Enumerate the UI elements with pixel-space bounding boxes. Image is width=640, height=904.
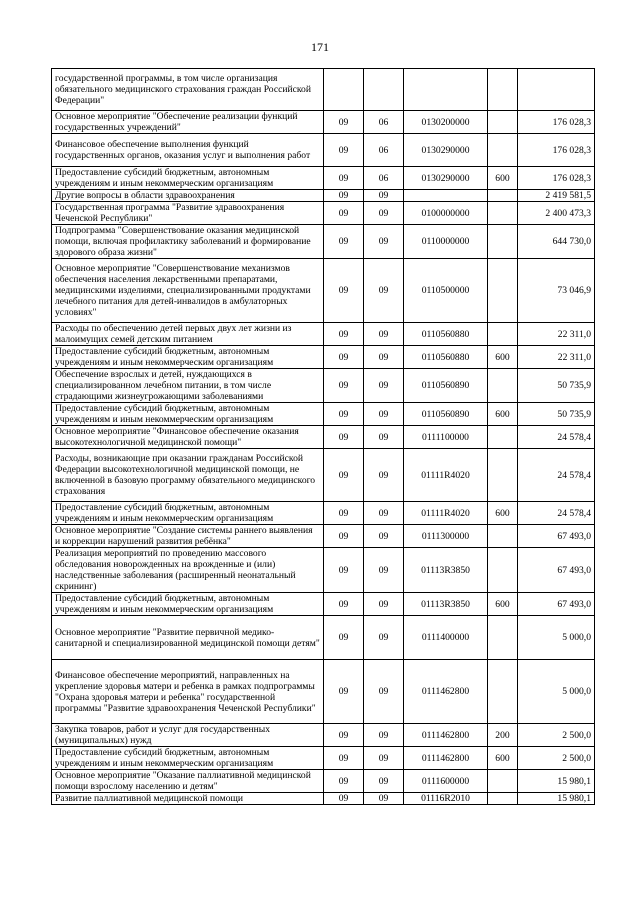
row-target-article-cell: 0110560880 bbox=[404, 323, 488, 346]
row-amount-cell: 176 028,3 bbox=[518, 111, 595, 134]
row-target-article-cell: 0111462800 bbox=[404, 660, 488, 724]
row-name-cell: Предоставление субсидий бюджетным, автономным учреждениям и иным некоммерческим организациям bbox=[52, 747, 324, 770]
row-amount-cell: 5 000,0 bbox=[518, 616, 595, 660]
row-amount-cell: 2 419 581,5 bbox=[518, 190, 595, 202]
row-target-article-cell: 0111400000 bbox=[404, 616, 488, 660]
row-section-cell: 09 bbox=[324, 202, 364, 225]
table-row bbox=[52, 167, 595, 190]
row-target-article-cell: 01111R4020 bbox=[404, 449, 488, 502]
row-name-cell: Предоставление субсидий бюджетным, автономным учреждениям и иным некоммерческим организациям bbox=[52, 346, 324, 369]
row-expense-type-cell bbox=[488, 369, 518, 403]
row-name-cell: Основное мероприятие "Создание системы раннего выявления и коррекции нарушений развития ребёнка" bbox=[52, 525, 324, 548]
row-amount-cell: 176 028,3 bbox=[518, 134, 595, 167]
row-subsection-cell: 09 bbox=[364, 525, 404, 548]
row-expense-type-cell: 200 bbox=[488, 724, 518, 747]
row-subsection-cell: 09 bbox=[364, 426, 404, 449]
row-amount-cell: 22 311,0 bbox=[518, 346, 595, 369]
row-section-cell: 09 bbox=[324, 403, 364, 426]
row-name-cell: Основное мероприятие "Оказание паллиативной медицинской помощи взрослому населению и детям" bbox=[52, 770, 324, 793]
row-subsection-cell: 09 bbox=[364, 259, 404, 323]
row-name-cell: Предоставление субсидий бюджетным, автономным учреждениям и иным некоммерческим организациям bbox=[52, 403, 324, 426]
row-amount-cell: 176 028,3 bbox=[518, 167, 595, 190]
row-subsection-cell: 06 bbox=[364, 111, 404, 134]
row-subsection-cell: 06 bbox=[364, 167, 404, 190]
row-expense-type-cell bbox=[488, 793, 518, 805]
row-name-cell: Реализация мероприятий по проведению массового обследования новорожденных на врожденные и (или) наследственные заболевания (расширенный неонатальный скрининг) bbox=[52, 548, 324, 593]
row-target-article-cell: 0100000000 bbox=[404, 202, 488, 225]
row-amount-cell: 644 730,0 bbox=[518, 225, 595, 259]
row-section-cell: 09 bbox=[324, 793, 364, 805]
table-row bbox=[52, 190, 595, 202]
row-target-article-cell: 0110560890 bbox=[404, 403, 488, 426]
table-row bbox=[52, 69, 595, 111]
row-target-article-cell: 01116R2010 bbox=[404, 793, 488, 805]
row-subsection-cell: 09 bbox=[364, 747, 404, 770]
table-row bbox=[52, 660, 595, 724]
row-target-article-cell: 0111300000 bbox=[404, 525, 488, 548]
row-amount-cell: 24 578,4 bbox=[518, 426, 595, 449]
row-expense-type-cell bbox=[488, 323, 518, 346]
row-name-cell: Закупка товаров, работ и услуг для государственных (муниципальных) нужд bbox=[52, 724, 324, 747]
table-row bbox=[52, 449, 595, 502]
row-subsection-cell: 09 bbox=[364, 346, 404, 369]
row-subsection-cell: 09 bbox=[364, 616, 404, 660]
row-expense-type-cell: 600 bbox=[488, 403, 518, 426]
row-target-article-cell: 0111462800 bbox=[404, 747, 488, 770]
row-expense-type-cell bbox=[488, 190, 518, 202]
row-expense-type-cell bbox=[488, 259, 518, 323]
row-target-article-cell: 0130290000 bbox=[404, 134, 488, 167]
row-expense-type-cell bbox=[488, 770, 518, 793]
row-section-cell: 09 bbox=[324, 190, 364, 202]
row-amount-cell: 15 980,1 bbox=[518, 770, 595, 793]
row-target-article-cell: 0130200000 bbox=[404, 111, 488, 134]
table-row bbox=[52, 426, 595, 449]
row-target-article-cell: 01111R4020 bbox=[404, 502, 488, 525]
row-subsection-cell: 09 bbox=[364, 449, 404, 502]
row-section-cell bbox=[324, 69, 364, 111]
table-row bbox=[52, 369, 595, 403]
row-subsection-cell: 09 bbox=[364, 724, 404, 747]
row-section-cell: 09 bbox=[324, 660, 364, 724]
row-amount-cell: 2 400 473,3 bbox=[518, 202, 595, 225]
row-amount-cell: 50 735,9 bbox=[518, 403, 595, 426]
row-target-article-cell: 0111100000 bbox=[404, 426, 488, 449]
row-subsection-cell: 09 bbox=[364, 225, 404, 259]
row-amount-cell: 5 000,0 bbox=[518, 660, 595, 724]
table-row bbox=[52, 225, 595, 259]
row-name-cell: Предоставление субсидий бюджетным, автономным учреждениям и иным некоммерческим организациям bbox=[52, 502, 324, 525]
row-name-cell: Расходы, возникающие при оказании гражданам Российской Федерации высокотехнологичной медицинской помощи, не включенной в базовую программу обязательного медицинского страхования bbox=[52, 449, 324, 502]
row-subsection-cell: 09 bbox=[364, 548, 404, 593]
row-name-cell: Финансовое обеспечение мероприятий, направленных на укрепление здоровья матери и ребенка в рамках подпрограммы "Охрана здоровья матери и ребенка" государственной программы "Развитие здравоохранения Чеченской Республики" bbox=[52, 660, 324, 724]
row-section-cell: 09 bbox=[324, 548, 364, 593]
row-subsection-cell: 09 bbox=[364, 793, 404, 805]
row-section-cell: 09 bbox=[324, 426, 364, 449]
row-amount-cell: 22 311,0 bbox=[518, 323, 595, 346]
row-name-cell: Основное мероприятие "Финансовое обеспечение оказания высокотехнологичной медицинской помощи" bbox=[52, 426, 324, 449]
row-amount-cell: 2 500,0 bbox=[518, 724, 595, 747]
row-name-cell: Расходы по обеспечению детей первых двух лет жизни из малоимущих семей детским питанием bbox=[52, 323, 324, 346]
row-section-cell: 09 bbox=[324, 369, 364, 403]
row-target-article-cell: 0111462800 bbox=[404, 724, 488, 747]
row-name-cell: Основное мероприятие "Развитие первичной медико-санитарной и специализированной медицинской помощи детям" bbox=[52, 616, 324, 660]
row-name-cell: Предоставление субсидий бюджетным, автономным учреждениям и иным некоммерческим организациям bbox=[52, 593, 324, 616]
row-name-cell: Основное мероприятие "Обеспечение реализации функций государственных учреждений" bbox=[52, 111, 324, 134]
row-section-cell: 09 bbox=[324, 323, 364, 346]
table-row bbox=[52, 593, 595, 616]
row-expense-type-cell bbox=[488, 202, 518, 225]
table-row bbox=[52, 724, 595, 747]
row-section-cell: 09 bbox=[324, 225, 364, 259]
row-target-article-cell: 0111600000 bbox=[404, 770, 488, 793]
row-amount-cell bbox=[518, 69, 595, 111]
row-name-cell: Предоставление субсидий бюджетным, автономным учреждениям и иным некоммерческим организациям bbox=[52, 167, 324, 190]
row-name-cell: Обеспечение взрослых и детей, нуждающихся в специализированном лечебном питании, в том числе страдающими жизнеугрожающими заболеваниями bbox=[52, 369, 324, 403]
row-subsection-cell: 09 bbox=[364, 403, 404, 426]
row-section-cell: 09 bbox=[324, 502, 364, 525]
table-row bbox=[52, 346, 595, 369]
row-target-article-cell bbox=[404, 190, 488, 202]
row-subsection-cell: 09 bbox=[364, 770, 404, 793]
row-target-article-cell: 0110000000 bbox=[404, 225, 488, 259]
row-section-cell: 09 bbox=[324, 770, 364, 793]
row-section-cell: 09 bbox=[324, 449, 364, 502]
row-section-cell: 09 bbox=[324, 525, 364, 548]
row-section-cell: 09 bbox=[324, 346, 364, 369]
row-name-cell: Финансовое обеспечение выполнения функций государственных органов, оказания услуг и выполнения работ bbox=[52, 134, 324, 167]
row-amount-cell: 2 500,0 bbox=[518, 747, 595, 770]
row-subsection-cell: 09 bbox=[364, 190, 404, 202]
table-row bbox=[52, 202, 595, 225]
row-target-article-cell: 0110560880 bbox=[404, 346, 488, 369]
row-subsection-cell: 09 bbox=[364, 593, 404, 616]
row-subsection-cell: 09 bbox=[364, 502, 404, 525]
table-row bbox=[52, 502, 595, 525]
row-expense-type-cell bbox=[488, 548, 518, 593]
row-amount-cell: 67 493,0 bbox=[518, 593, 595, 616]
row-amount-cell: 50 735,9 bbox=[518, 369, 595, 403]
row-section-cell: 09 bbox=[324, 593, 364, 616]
table-row bbox=[52, 747, 595, 770]
row-subsection-cell: 09 bbox=[364, 202, 404, 225]
table-row bbox=[52, 259, 595, 323]
table-row bbox=[52, 134, 595, 167]
table-row bbox=[52, 111, 595, 134]
row-amount-cell: 24 578,4 bbox=[518, 502, 595, 525]
row-section-cell: 09 bbox=[324, 134, 364, 167]
row-section-cell: 09 bbox=[324, 724, 364, 747]
row-amount-cell: 67 493,0 bbox=[518, 525, 595, 548]
row-subsection-cell: 09 bbox=[364, 323, 404, 346]
row-subsection-cell: 09 bbox=[364, 369, 404, 403]
row-section-cell: 09 bbox=[324, 167, 364, 190]
row-target-article-cell bbox=[404, 69, 488, 111]
row-expense-type-cell bbox=[488, 225, 518, 259]
row-amount-cell: 15 980,1 bbox=[518, 793, 595, 805]
table-row bbox=[52, 770, 595, 793]
row-name-cell: Развитие паллиативной медицинской помощи bbox=[52, 793, 324, 805]
row-expense-type-cell: 600 bbox=[488, 502, 518, 525]
row-name-cell: государственной программы, в том числе организация обязательного медицинского страхования граждан Российской Федерации" bbox=[52, 69, 324, 111]
table-row bbox=[52, 525, 595, 548]
row-amount-cell: 73 046,9 bbox=[518, 259, 595, 323]
row-target-article-cell: 0110560890 bbox=[404, 369, 488, 403]
row-section-cell: 09 bbox=[324, 111, 364, 134]
row-target-article-cell: 01113R3850 bbox=[404, 593, 488, 616]
row-section-cell: 09 bbox=[324, 616, 364, 660]
row-expense-type-cell: 600 bbox=[488, 167, 518, 190]
row-amount-cell: 67 493,0 bbox=[518, 548, 595, 593]
row-target-article-cell: 0110500000 bbox=[404, 259, 488, 323]
row-target-article-cell: 01113R3850 bbox=[404, 548, 488, 593]
row-subsection-cell: 09 bbox=[364, 660, 404, 724]
row-expense-type-cell bbox=[488, 69, 518, 111]
table-row bbox=[52, 323, 595, 346]
row-subsection-cell: 06 bbox=[364, 134, 404, 167]
row-expense-type-cell bbox=[488, 134, 518, 167]
row-amount-cell: 24 578,4 bbox=[518, 449, 595, 502]
row-name-cell: Основное мероприятие "Совершенствование механизмов обеспечения населения лекарственными препаратами, медицинскими изделиями, специализированными продуктами лечебного питания для детей-инвалидов в амбулаторных условиях" bbox=[52, 259, 324, 323]
row-expense-type-cell bbox=[488, 426, 518, 449]
row-section-cell: 09 bbox=[324, 259, 364, 323]
row-expense-type-cell bbox=[488, 449, 518, 502]
row-expense-type-cell: 600 bbox=[488, 747, 518, 770]
row-expense-type-cell bbox=[488, 660, 518, 724]
row-name-cell: Другие вопросы в области здравоохранения bbox=[52, 190, 324, 202]
table-row bbox=[52, 403, 595, 426]
row-subsection-cell bbox=[364, 69, 404, 111]
row-expense-type-cell bbox=[488, 525, 518, 548]
row-name-cell: Государственная программа "Развитие здравоохранения Чеченской Республики" bbox=[52, 202, 324, 225]
row-expense-type-cell bbox=[488, 616, 518, 660]
row-name-cell: Подпрограмма "Совершенствование оказания медицинской помощи, включая профилактику заболеваний и формирование здорового образа жизни" bbox=[52, 225, 324, 259]
row-section-cell: 09 bbox=[324, 747, 364, 770]
row-expense-type-cell: 600 bbox=[488, 346, 518, 369]
row-expense-type-cell: 600 bbox=[488, 593, 518, 616]
table-row bbox=[52, 548, 595, 593]
row-target-article-cell: 0130290000 bbox=[404, 167, 488, 190]
page-number: 171 bbox=[311, 40, 329, 54]
budget-table bbox=[51, 68, 595, 805]
table-row bbox=[52, 616, 595, 660]
table-row bbox=[52, 793, 595, 805]
row-expense-type-cell bbox=[488, 111, 518, 134]
